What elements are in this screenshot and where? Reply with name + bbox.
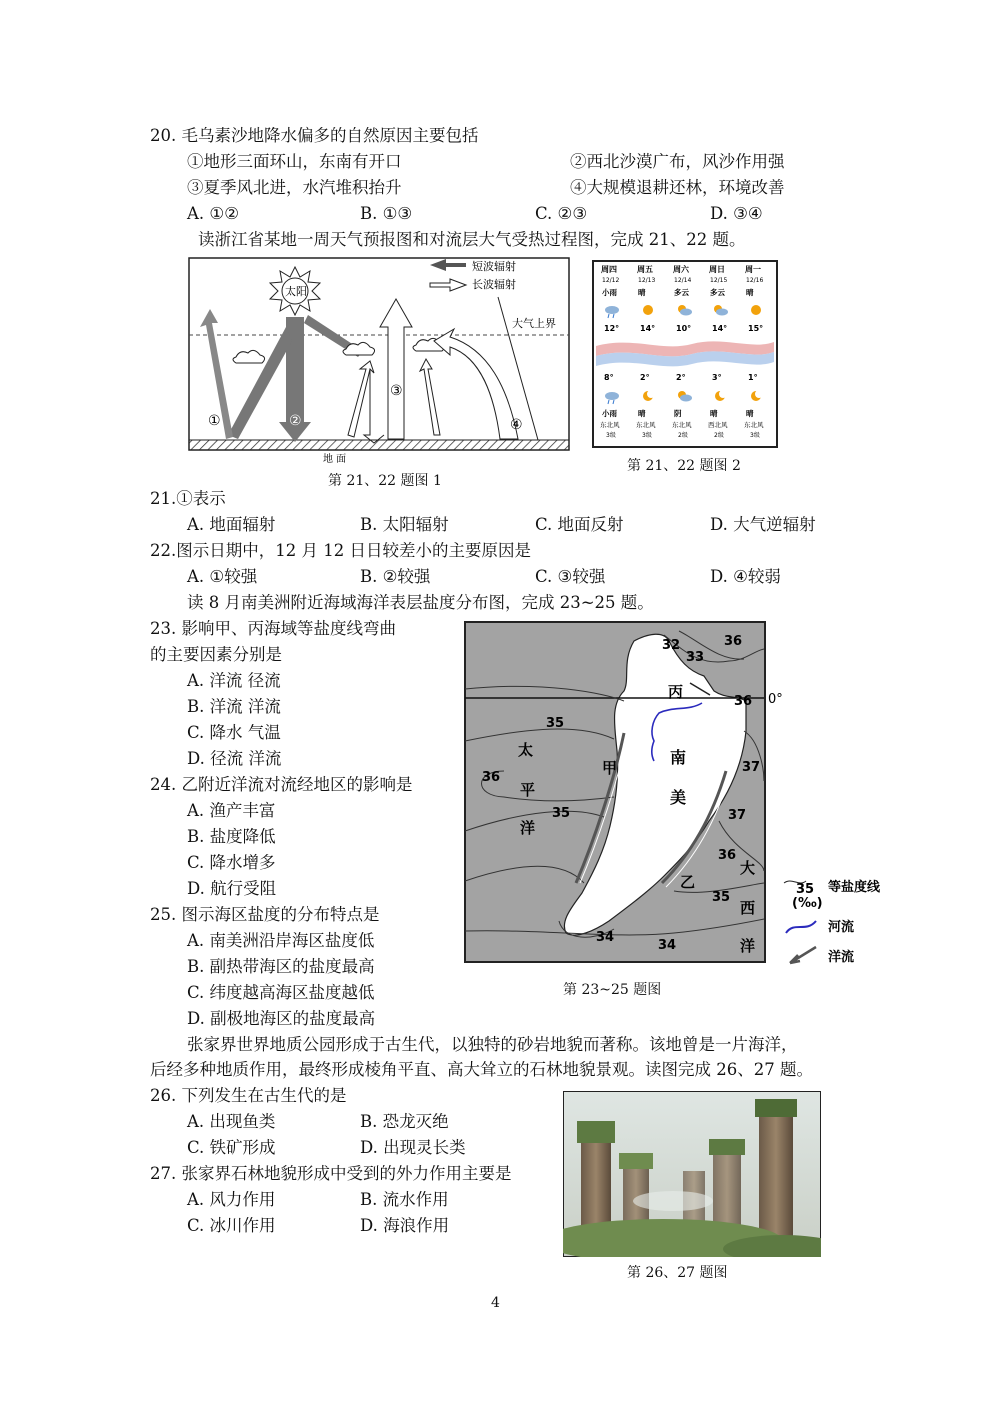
svg-text:(‰): (‰) (792, 896, 823, 911)
q20-statement-4: ④大规模退耕还林，环境改善 (570, 178, 785, 197)
svg-text:南: 南 (670, 748, 687, 767)
q20-option-b[interactable]: B. ①③ (360, 204, 413, 223)
forecast-high: 14° (712, 324, 728, 333)
q21-option-b[interactable]: B. 太阳辐射 (360, 515, 449, 534)
q27-option-a[interactable]: A. 风力作用 (187, 1190, 276, 1209)
atmosphere-heating-diagram (188, 257, 570, 467)
forecast-day: 周四 (601, 265, 617, 274)
q24-option-d[interactable]: D. 航行受阻 (187, 879, 277, 898)
q21-option-a[interactable]: A. 地面辐射 (187, 515, 276, 534)
svg-text:大: 大 (740, 859, 756, 877)
forecast-night-weather: 晴 (638, 409, 646, 418)
q20-statement-3: ③夏季风北进，水汽堆积抬升 (187, 178, 402, 197)
q25-stem: 25. 图示海区盐度的分布特点是 (150, 905, 380, 924)
forecast-day: 周六 (673, 265, 689, 274)
q20-option-a[interactable]: A. ①② (187, 204, 239, 223)
q22-option-b[interactable]: B. ②较强 (360, 567, 431, 586)
q20-statement-1: ①地形三面环山，东南有开口 (187, 152, 402, 171)
forecast-level: 2级 (714, 432, 724, 439)
photo-caption: 第 26、27 题图 (627, 1265, 728, 1281)
forecast-day-weather: 小雨 (602, 288, 617, 297)
forecast-high: 10° (676, 324, 692, 333)
q26-option-c[interactable]: C. 铁矿形成 (187, 1138, 276, 1157)
q21-stem: 21.①表示 (150, 489, 226, 508)
sun-label: 太阳 (285, 285, 307, 298)
svg-text:32: 32 (662, 638, 681, 653)
svg-text:甲: 甲 (602, 759, 618, 777)
weather-day-sun-icon (643, 305, 653, 315)
svg-text:洋: 洋 (740, 937, 756, 955)
current-legend-icon (790, 947, 816, 963)
q23-option-c[interactable]: C. 降水 气温 (187, 723, 281, 742)
q23-option-b[interactable]: B. 洋流 洋流 (187, 697, 281, 716)
zhangjiajie-photo (563, 1091, 821, 1257)
forecast-wind: 东北风 (600, 421, 620, 429)
svg-text:33: 33 (686, 650, 705, 665)
svg-text:洋: 洋 (520, 819, 536, 837)
label-3: ③ (390, 383, 403, 399)
forecast-night-weather: 小雨 (602, 409, 617, 418)
forecast-day-weather: 晴 (638, 288, 646, 297)
forecast-date: 12/15 (710, 277, 728, 284)
figure-2-caption: 第 21、22 题图 2 (627, 458, 741, 474)
forecast-day: 周日 (709, 265, 725, 274)
forecast-high: 15° (748, 324, 764, 333)
svg-text:西: 西 (740, 899, 756, 917)
svg-text:37: 37 (742, 760, 761, 775)
q27-stem: 27. 张家界石林地貌形成中受到的外力作用主要是 (150, 1164, 512, 1183)
svg-text:35: 35 (552, 806, 571, 821)
forecast-date: 12/16 (746, 277, 764, 284)
svg-text:河流: 河流 (828, 920, 855, 935)
svg-text:34: 34 (658, 938, 677, 953)
q26-option-a[interactable]: A. 出现鱼类 (187, 1112, 276, 1131)
forecast-night-weather: 晴 (710, 409, 718, 418)
q24-option-a[interactable]: A. 渔产丰富 (187, 801, 276, 820)
q21-option-d[interactable]: D. 大气逆辐射 (710, 515, 816, 534)
weather-forecast-panel (592, 260, 778, 448)
forecast-low: 3° (712, 373, 722, 382)
forecast-level: 2级 (678, 432, 688, 439)
intro-26-27-line2: 后经多种地质作用，最终形成棱角平直、高大耸立的石林地貌景观。读图完成 26、27 题。 (150, 1060, 813, 1079)
forecast-day: 周五 (637, 265, 653, 274)
q23-option-d[interactable]: D. 径流 洋流 (187, 749, 282, 768)
forecast-day: 周一 (745, 265, 761, 274)
map-caption: 第 23~25 题图 (563, 982, 662, 998)
river-legend-icon (786, 921, 816, 933)
q23-stem-line1: 23. 影响甲、丙海域等盐度线弯曲 (150, 619, 396, 638)
forecast-level: 3级 (642, 432, 652, 439)
forecast-wind: 东北风 (744, 421, 764, 429)
q22-option-d[interactable]: D. ④较弱 (710, 567, 781, 586)
forecast-high: 14° (640, 324, 656, 333)
q22-option-a[interactable]: A. ①较强 (187, 567, 258, 586)
label-2: ② (289, 413, 302, 429)
forecast-wind: 东北风 (672, 421, 692, 429)
forecast-night-weather: 阴 (674, 409, 682, 418)
forecast-date: 12/14 (674, 277, 692, 284)
forecast-wind: 西北风 (708, 421, 728, 429)
forecast-level: 3级 (606, 432, 616, 439)
svg-text:等盐度线: 等盐度线 (828, 880, 881, 895)
q20-stem: 20. 毛乌素沙地降水偏多的自然原因主要包括 (150, 126, 479, 145)
forecast-high: 12° (604, 324, 620, 333)
svg-text:美: 美 (670, 788, 687, 807)
q25-option-a[interactable]: A. 南美洲沿岸海区盐度低 (187, 931, 375, 950)
q27-option-c[interactable]: C. 冰川作用 (187, 1216, 276, 1235)
page-number: 4 (491, 1295, 500, 1311)
svg-text:35: 35 (712, 890, 731, 905)
q24-option-c[interactable]: C. 降水增多 (187, 853, 276, 872)
forecast-date: 12/13 (638, 277, 656, 284)
forecast-date: 12/12 (602, 277, 620, 284)
q26-stem: 26. 下列发生在古生代的是 (150, 1086, 347, 1105)
svg-text:35: 35 (546, 716, 565, 731)
q25-option-d[interactable]: D. 副极地海区的盐度最高 (187, 1009, 376, 1028)
forecast-wind: 东北风 (636, 421, 656, 429)
svg-text:洋流: 洋流 (828, 950, 855, 965)
forecast-day-weather: 多云 (674, 288, 689, 297)
svg-text:平: 平 (520, 781, 536, 799)
q20-statement-2: ②西北沙漠广布，风沙作用强 (570, 152, 785, 171)
intro-23-25: 读 8 月南美洲附近海域海洋表层盐度分布图，完成 23~25 题。 (187, 593, 654, 612)
intro-26-27-line1: 张家界世界地质公园形成于古生代，以独特的砂岩地貌而著称。该地曾是一片海洋， (187, 1035, 798, 1054)
q21-option-c[interactable]: C. 地面反射 (535, 515, 624, 534)
svg-text:太: 太 (518, 741, 534, 759)
intro-21-22: 读浙江省某地一周天气预报图和对流层大气受热过程图，完成 21、22 题。 (198, 230, 746, 249)
figure-1-caption: 第 21、22 题图 1 (328, 473, 442, 489)
svg-text:乙: 乙 (680, 873, 696, 891)
svg-text:36: 36 (718, 848, 737, 863)
label-4: ④ (510, 417, 523, 433)
forecast-low: 8° (604, 373, 614, 382)
svg-text:36: 36 (724, 634, 743, 649)
svg-text:0°: 0° (768, 692, 783, 707)
svg-text:37: 37 (728, 808, 747, 823)
legend-short-wave: 短波辐射 (472, 260, 516, 273)
forecast-low: 2° (640, 373, 650, 382)
q25-option-c[interactable]: C. 纬度越高海区盐度越低 (187, 983, 375, 1002)
atmosphere-top-label: 大气上界 (512, 317, 556, 330)
q26-option-d[interactable]: D. 出现灵长类 (360, 1138, 466, 1157)
q23-option-a[interactable]: A. 洋流 径流 (187, 671, 281, 690)
q26-option-b[interactable]: B. 恐龙灭绝 (360, 1112, 449, 1131)
q25-option-b[interactable]: B. 副热带海区的盐度最高 (187, 957, 375, 976)
q20-option-c[interactable]: C. ②③ (535, 204, 588, 223)
forecast-day-weather: 多云 (710, 288, 725, 297)
label-1: ① (208, 413, 221, 429)
svg-text:丙: 丙 (668, 683, 684, 701)
weather-day-sun-icon (751, 305, 761, 315)
q23-stem-line2: 的主要因素分别是 (150, 645, 282, 664)
q27-option-d[interactable]: D. 海浪作用 (360, 1216, 450, 1235)
legend-long-wave: 长波辐射 (472, 278, 516, 291)
svg-text:36: 36 (482, 770, 501, 785)
q24-stem: 24. 乙附近洋流对流经地区的影响是 (150, 775, 413, 794)
q20-option-d[interactable]: D. ③④ (710, 204, 763, 223)
q22-stem: 22.图示日期中，12 月 12 日日较差小的主要原因是 (150, 541, 531, 560)
svg-text:35: 35 (796, 882, 815, 897)
svg-text:34: 34 (596, 930, 615, 945)
forecast-low: 2° (676, 373, 686, 382)
forecast-day-weather: 晴 (746, 288, 754, 297)
q24-option-b[interactable]: B. 盐度降低 (187, 827, 276, 846)
svg-text:36: 36 (734, 694, 753, 709)
salinity-map (464, 621, 894, 971)
ground-label: 地 面 (323, 454, 347, 465)
forecast-level: 3级 (750, 432, 760, 439)
forecast-low: 1° (748, 373, 758, 382)
q22-option-c[interactable]: C. ③较强 (535, 567, 606, 586)
forecast-night-weather: 晴 (746, 409, 754, 418)
q27-option-b[interactable]: B. 流水作用 (360, 1190, 449, 1209)
